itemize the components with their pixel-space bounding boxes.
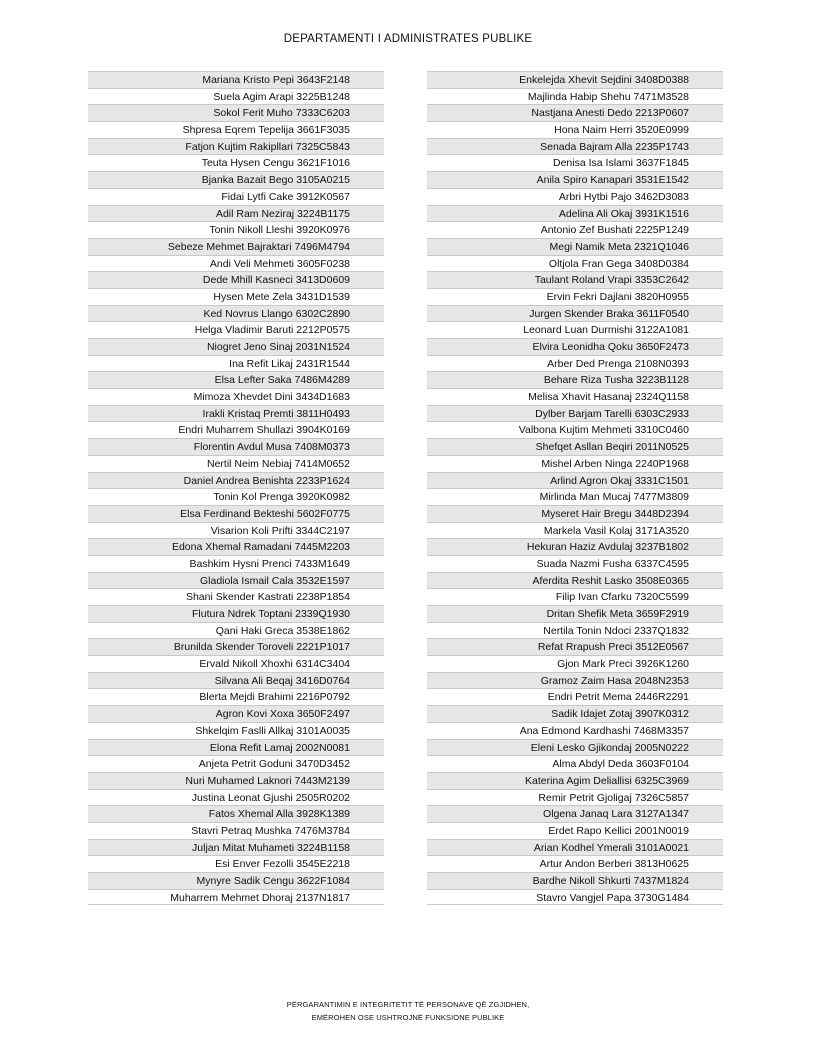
list-item: Denisa Isa Islami 3637F1845 (427, 154, 723, 171)
list-item: Filip Ivan Cfarku 7320C5599 (427, 588, 723, 605)
list-item: Daniel Andrea Benishta 2233P1624 (88, 472, 384, 489)
list-item: Suada Nazmi Fusha 6337C4595 (427, 555, 723, 572)
list-item: Qani Haki Greca 3538E1862 (88, 622, 384, 639)
list-item: Blerta Mejdi Brahimi 2216P0792 (88, 688, 384, 705)
list-item: Ervin Fekri Dajlani 3820H0955 (427, 288, 723, 305)
list-item: Hekuran Haziz Avdulaj 3237B1802 (427, 538, 723, 555)
list-item: Shani Skender Kastrati 2238P1854 (88, 588, 384, 605)
list-item: Nertil Neim Nebiaj 7414M0652 (88, 455, 384, 472)
list-item: Arlind Agron Okaj 3331C1501 (427, 472, 723, 489)
footer-line-1: PËRGARANTIMIN E INTEGRITETIT TË PERSONAVE QË ZGJIDHEN, (286, 1000, 530, 1009)
list-item: Shefqet Asllan Beqiri 2011N0525 (427, 438, 723, 455)
list-item: Mimoza Xhevdet Dini 3434D1683 (88, 388, 384, 405)
list-item: Helga Vladimir Baruti 2212P0575 (88, 321, 384, 338)
list-item: Ked Novrus Llango 6302C2890 (88, 305, 384, 322)
list-item: Majlinda Habip Shehu 7471M3528 (427, 88, 723, 105)
list-item: Ervald Nikoll Xhoxhi 6314C3404 (88, 655, 384, 672)
list-item: Jurgen Skender Braka 3611F0540 (427, 305, 723, 322)
list-item: Gladiola Ismail Cala 3532E1597 (88, 572, 384, 589)
left-name-list (88, 71, 384, 905)
list-item: Agron Kovi Xoxa 3650F2497 (88, 705, 384, 722)
list-item: Antonio Zef Bushati 2225P1249 (427, 221, 723, 238)
list-item: Aferdita Reshit Lasko 3508E0365 (427, 572, 723, 589)
list-item: Nastjana Anesti Dedo 2213P0607 (427, 104, 723, 121)
list-item: Teuta Hysen Cengu 3621F1016 (88, 154, 384, 171)
list-item: Leonard Luan Durmishi 3122A1081 (427, 321, 723, 338)
list-item: Arian Kodhel Ymerali 3101A0021 (427, 839, 723, 856)
page-footer (0, 998, 816, 1024)
list-item: Sebeze Mehmet Bajraktari 7496M4794 (88, 238, 384, 255)
list-item: Mirlinda Man Mucaj 7477M3809 (427, 488, 723, 505)
list-item: Bashkim Hysni Prenci 7433M1649 (88, 555, 384, 572)
list-item: Adil Ram Neziraj 3224B1175 (88, 205, 384, 222)
list-item: Fatjon Kujtim Rakipllari 7325C5843 (88, 138, 384, 155)
list-item: Myseret Hair Bregu 3448D2394 (427, 505, 723, 522)
list-item: Taulant Roland Vrapi 3353C2642 (427, 271, 723, 288)
list-item: Endri Muharrem Shullazi 3904K0169 (88, 421, 384, 438)
list-item: Refat Rrapush Preci 3512E0567 (427, 638, 723, 655)
list-item: Anila Spiro Kanapari 3531E1542 (427, 171, 723, 188)
list-item: Dede Mhill Kasneci 3413D0609 (88, 271, 384, 288)
list-item: Elona Refit Lamaj 2002N0081 (88, 739, 384, 756)
footer-line-2: EMËROHEN OSE USHTROJNË FUNKSIONE PUBLIKE (311, 1013, 505, 1022)
list-item: Dylber Barjam Tarelli 6303C2933 (427, 405, 723, 422)
list-item: Stavro Vangjel Papa 3730G1484 (427, 889, 723, 906)
list-item: Erdet Rapo Kellici 2001N0019 (427, 822, 723, 839)
list-item: Mynyre Sadik Cengu 3622F1084 (88, 872, 384, 889)
list-item: Brunilda Skender Toroveli 2221P1017 (88, 638, 384, 655)
list-item: Remir Petrit Gjoligaj 7326C5857 (427, 789, 723, 806)
list-item: Bjanka Bazait Bego 3105A0215 (88, 171, 384, 188)
list-item: Edona Xhemal Ramadani 7445M2203 (88, 538, 384, 555)
list-item: Endri Petrit Mema 2446R2291 (427, 688, 723, 705)
list-item: Nuri Muhamed Laknori 7443M2139 (88, 772, 384, 789)
list-item: Enkelejda Xhevit Sejdini 3408D0388 (427, 71, 723, 88)
list-item: Olgena Janaq Lara 3127A1347 (427, 805, 723, 822)
list-item: Florentin Avdul Musa 7408M0373 (88, 438, 384, 455)
list-item: Oltjola Fran Gega 3408D0384 (427, 255, 723, 272)
list-item: Anjeta Petrit Goduni 3470D3452 (88, 755, 384, 772)
list-item: Markela Vasil Kolaj 3171A3520 (427, 522, 723, 539)
list-item: Dritan Shefik Meta 3659F2919 (427, 605, 723, 622)
list-item: Silvana Ali Beqaj 3416D0764 (88, 672, 384, 689)
list-item: Andi Veli Mehmeti 3605F0238 (88, 255, 384, 272)
list-item: Juljan Mitat Muhameti 3224B1158 (88, 839, 384, 856)
list-item: Bardhe Nikoll Shkurti 7437M1824 (427, 872, 723, 889)
list-item: Justina Leonat Gjushi 2505R0202 (88, 789, 384, 806)
list-item: Shkelqim Faslli Allkaj 3101A0035 (88, 722, 384, 739)
list-item: Megi Namik Meta 2321Q1046 (427, 238, 723, 255)
list-item: Eleni Lesko Gjikondaj 2005N0222 (427, 739, 723, 756)
list-item: Suela Agim Arapi 3225B1248 (88, 88, 384, 105)
list-item: Artur Andon Berberi 3813H0625 (427, 855, 723, 872)
list-item: Shpresa Eqrem Tepelija 3661F3035 (88, 121, 384, 138)
list-item: Nertila Tonin Ndoci 2337Q1832 (427, 622, 723, 639)
list-item: Katerina Agim Deliallisi 6325C3969 (427, 772, 723, 789)
list-item: Sokol Ferit Muho 7333C6203 (88, 104, 384, 121)
list-item: Arbri Hytbi Pajo 3462D3083 (427, 188, 723, 205)
list-item: Niogret Jeno Sinaj 2031N1524 (88, 338, 384, 355)
list-item: Muharrem Mehmet Dhoraj 2137N1817 (88, 889, 384, 906)
list-item: Fatos Xhemal Alla 3928K1389 (88, 805, 384, 822)
list-item: Tonin Kol Prenga 3920K0982 (88, 488, 384, 505)
list-item: Valbona Kujtim Mehmeti 3310C0460 (427, 421, 723, 438)
list-item: Visarion Koli Prifti 3344C2197 (88, 522, 384, 539)
list-item: Melisa Xhavit Hasanaj 2324Q1158 (427, 388, 723, 405)
list-item: Stavri Petraq Mushka 7476M3784 (88, 822, 384, 839)
right-name-list (427, 71, 723, 905)
list-item: Arber Ded Prenga 2108N0393 (427, 355, 723, 372)
list-item: Alma Abdyl Deda 3603F0104 (427, 755, 723, 772)
list-item: Mariana Kristo Pepi 3643F2148 (88, 71, 384, 88)
list-item: Fidai Lytfi Cake 3912K0567 (88, 188, 384, 205)
list-item: Sadik Idajet Zotaj 3907K0312 (427, 705, 723, 722)
list-item: Mishel Arben Ninga 2240P1968 (427, 455, 723, 472)
list-item: Hysen Mete Zela 3431D1539 (88, 288, 384, 305)
list-item: Tonin Nikoll Lleshi 3920K0976 (88, 221, 384, 238)
list-item: Gramoz Zaim Hasa 2048N2353 (427, 672, 723, 689)
list-item: Irakli Kristaq Premti 3811H0493 (88, 405, 384, 422)
list-item: Behare Riza Tusha 3223B1128 (427, 371, 723, 388)
list-item: Flutura Ndrek Toptani 2339Q1930 (88, 605, 384, 622)
list-item: Senada Bajram Alla 2235P1743 (427, 138, 723, 155)
list-item: Elsa Lefter Saka 7486M4289 (88, 371, 384, 388)
list-item: Ana Edmond Kardhashi 7468M3357 (427, 722, 723, 739)
list-item: Esi Enver Fezolli 3545E2218 (88, 855, 384, 872)
list-item: Gjon Mark Preci 3926K1260 (427, 655, 723, 672)
list-item: Elvira Leonidha Qoku 3650F2473 (427, 338, 723, 355)
list-item: Elsa Ferdinand Bekteshi 5602F0775 (88, 505, 384, 522)
page-title: DEPARTAMENTI I ADMINISTRATES PUBLIKE (283, 33, 533, 45)
list-item: Adelina Ali Okaj 3931K1516 (427, 205, 723, 222)
list-item: Hona Naim Herri 3520E0999 (427, 121, 723, 138)
list-item: Ina Refit Likaj 2431R1544 (88, 355, 384, 372)
